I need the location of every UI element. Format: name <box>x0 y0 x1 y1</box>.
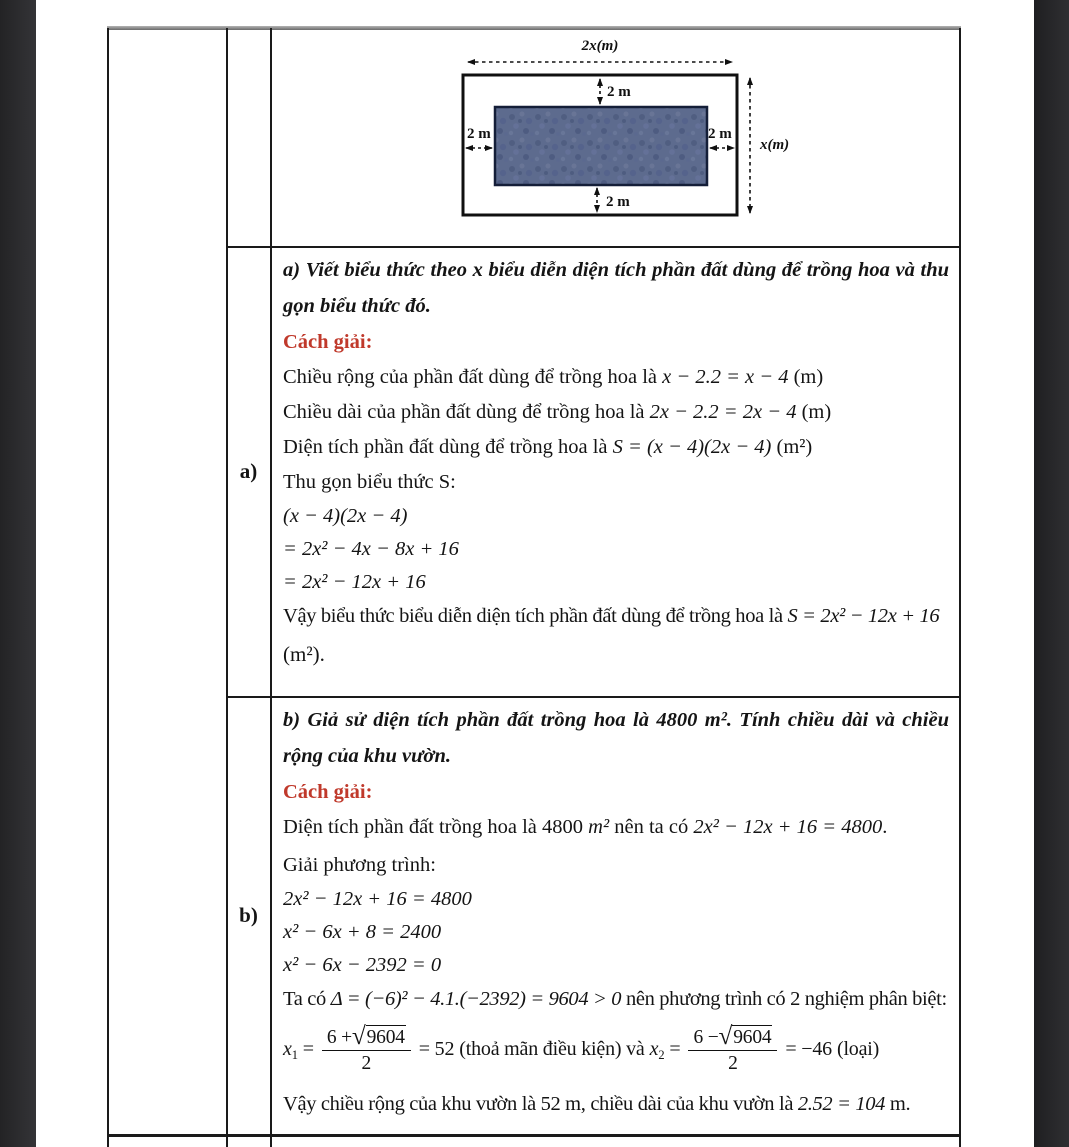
math-step-3: = 2x² − 12x + 16 <box>283 571 426 593</box>
question-a <box>283 252 949 324</box>
math-segment: S = 2x² − 12x + 16 <box>787 605 940 627</box>
margin-label-right: 2 m <box>708 126 732 142</box>
question-b-math: 4800 m² <box>656 709 727 731</box>
math-segment: 2.52 = 104 <box>797 1093 886 1115</box>
numerator-text: 6 + <box>326 1026 352 1048</box>
equals-sign: = <box>302 1037 314 1060</box>
solution-heading-a: Cách giải: <box>283 331 373 353</box>
section-b-content <box>283 702 949 1122</box>
x1-result: = 52 <box>418 1037 455 1060</box>
section-a-content <box>283 252 949 674</box>
flower-bed-rect <box>495 107 707 185</box>
math-segment: S = (x − 4)(2x − 4) <box>612 436 772 458</box>
x2-note: (loại) <box>836 1037 880 1060</box>
fraction-x1 <box>322 1021 411 1074</box>
denominator: 2 <box>728 1053 738 1074</box>
equation-1: 2x² − 12x + 16 = 4800 <box>283 888 472 910</box>
math-segment: x − 2.2 = x − 4 <box>662 366 789 388</box>
equation-3: x² − 6x − 2392 = 0 <box>283 954 442 976</box>
width-dimension-label: 2x(m) <box>581 38 619 54</box>
row-divider-bottom <box>107 1134 961 1137</box>
row-divider-diagram-a <box>226 246 961 248</box>
math-step-2: = 2x² − 4x − 8x + 16 <box>283 538 459 560</box>
question-b-text: b) Giả sử diện tích phần đất trồng hoa là <box>283 709 657 731</box>
table-border-col3 <box>270 28 272 1147</box>
text-segment: Chiều dài của phần đất dùng để trồng hoa là <box>283 401 650 423</box>
solution-line-length <box>283 395 949 430</box>
row-label-a: a) <box>239 458 258 483</box>
text-segment: Ta có <box>283 988 331 1010</box>
equation-2: x² − 6x + 8 = 2400 <box>283 921 442 943</box>
math-segment: Δ = (−6)² − 4.1.(−2392) = 9604 > 0 <box>330 988 622 1010</box>
math-step-1: (x − 4)(2x − 4) <box>283 505 408 527</box>
unit-segment: m² <box>588 816 610 838</box>
sqrt-x1 <box>351 1021 406 1050</box>
question-b <box>283 702 949 774</box>
question-a-text: a) Viết biểu thức theo <box>283 259 473 281</box>
conclusion-b <box>283 1087 949 1122</box>
margin-label-top: 2 m <box>607 84 631 100</box>
solve-equation-label: Giải phương trình: <box>283 854 436 876</box>
table-border-right <box>959 28 961 1147</box>
row-label-b: b) <box>239 902 258 927</box>
unit-segment: (m) <box>796 401 832 423</box>
fraction-x2 <box>688 1021 777 1074</box>
sqrt-x2 <box>718 1021 773 1050</box>
math-segment: 2x² − 12x + 16 = 4800 <box>693 816 883 838</box>
text-segment: Diện tích phần đất trồng hoa là 4800 <box>283 816 589 838</box>
equals-sign: = <box>669 1037 681 1060</box>
math-segment: 2x − 2.2 = 2x − 4 <box>649 401 797 423</box>
height-dimension-label: x(m) <box>760 137 790 153</box>
delta-line <box>283 982 949 1017</box>
x1-note: (thoả mãn điều kiện) và <box>459 1037 645 1060</box>
text-segment: Diện tích phần đất dùng để trồng hoa là <box>283 436 613 458</box>
x1-symbol: $x_1$ <box>283 1037 298 1062</box>
radical-icon: √ <box>718 1021 733 1050</box>
text-segment: Vậy biểu thức biểu diễn diện tích phần đất dùng để trồng hoa là <box>283 605 788 627</box>
text-segment: Chiều rộng của phần đất dùng để trồng hoa là <box>283 366 663 388</box>
table-border-left <box>107 28 109 1147</box>
right-page-margin <box>1034 0 1069 1147</box>
radicand: 9604 <box>366 1026 405 1048</box>
question-a-text2: biểu diễn diện tích phần đất dùng để trồng hoa và thu gọn biểu thức đó. <box>283 259 949 317</box>
conclusion-a <box>283 599 949 634</box>
numerator-text: 6 − <box>693 1026 719 1048</box>
text-segment: Vậy chiều rộng của khu vườn là 52 m, chiều dài của khu vườn là <box>283 1093 798 1115</box>
question-b-text2: . Tính chiều dài và chiều rộng của khu vườn. <box>283 709 949 767</box>
table-top-border <box>107 26 961 30</box>
margin-label-bottom: 2 m <box>606 194 630 210</box>
margin-label-left: 2 m <box>467 126 491 142</box>
x2-symbol: $x_2$ <box>649 1037 665 1062</box>
solution-heading-b: Cách giải: <box>283 781 373 803</box>
x2-result: = −46 <box>785 1037 832 1060</box>
text-segment: m. <box>885 1093 911 1115</box>
row-divider-a-b <box>226 696 961 698</box>
solution-line-width <box>283 360 949 395</box>
solution-line-area <box>283 430 949 465</box>
denominator: 2 <box>361 1053 372 1074</box>
text-segment: nên ta có <box>609 816 694 838</box>
conclusion-a-unit: (m²). <box>283 642 325 666</box>
left-page-margin <box>0 0 36 1147</box>
area-equation-line <box>283 810 949 845</box>
text-segment: . <box>882 816 888 838</box>
unit-segment: (m) <box>788 366 824 388</box>
garden-diagram <box>430 33 820 235</box>
radicand: 9604 <box>733 1026 772 1048</box>
question-a-var: x <box>472 259 483 281</box>
unit-segment: (m²) <box>771 436 813 458</box>
roots-line <box>283 1019 949 1079</box>
text-segment: nên phương trình có 2 nghiệm phân biệt: <box>621 988 947 1010</box>
radical-icon: √ <box>351 1021 366 1050</box>
reduce-label: Thu gọn biểu thức S: <box>283 471 456 493</box>
